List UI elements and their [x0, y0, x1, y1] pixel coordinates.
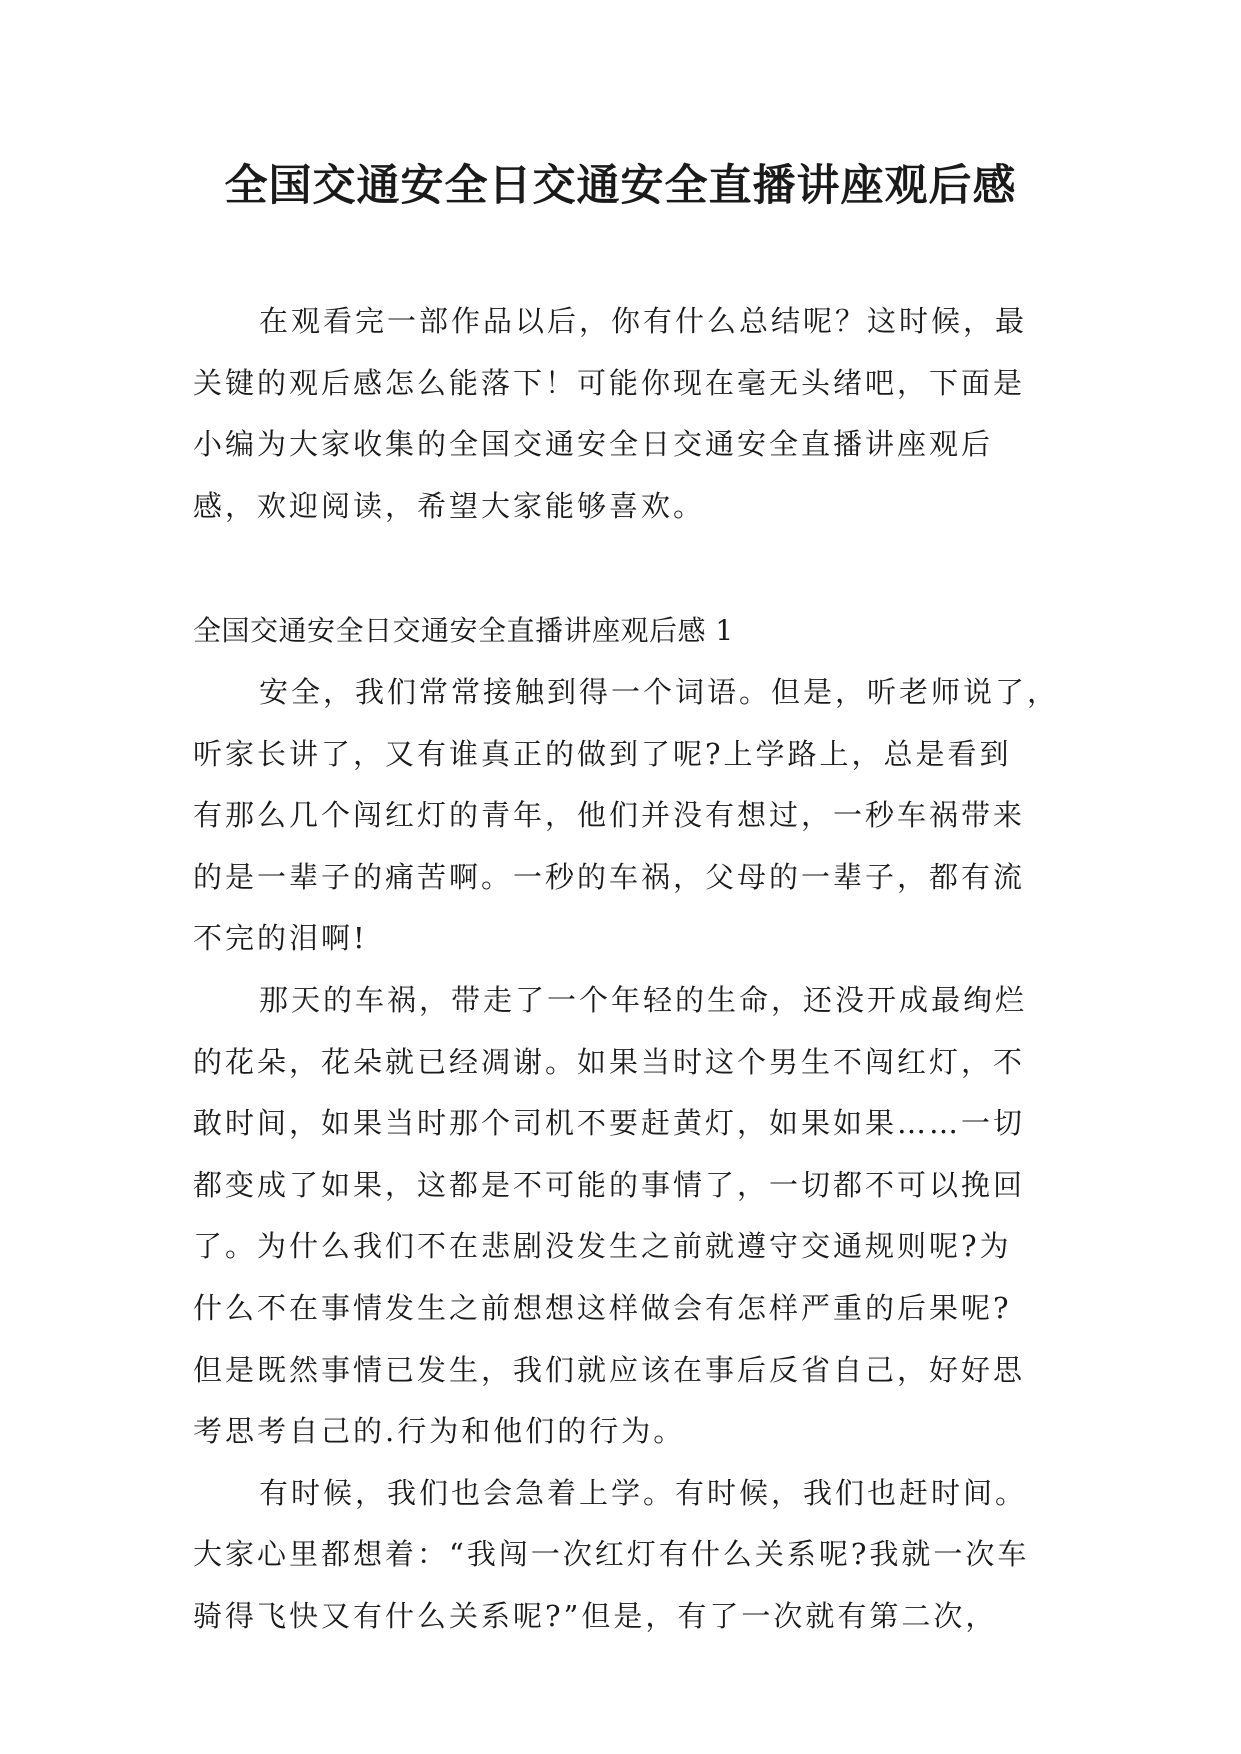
paragraph-line: 不完的泪啊!: [193, 921, 368, 956]
paragraph-line: 的是一辈子的痛苦啊。一秒的车祸，父母的一辈子，都有流: [193, 859, 1026, 894]
paragraph-line: 什么不在事情发生之前想想这样做会有怎样严重的后果呢?: [193, 1290, 1012, 1325]
paragraph-line: 大家心里都想着：“我闯一次红灯有什么关系呢?我就一次车: [193, 1537, 1030, 1572]
intro-line: 在观看完一部作品以后，你有什么总结呢？这时候，最: [259, 304, 1028, 338]
paragraph-line: 但是既然事情已发生，我们就应该在事后反省自己，好好思: [193, 1352, 1026, 1387]
intro-line: 关键的观后感怎么能落下！可能你现在毫无头绪吧，下面是: [193, 365, 1026, 400]
paragraph-line: 有那么几个闯红灯的青年，他们并没有想过，一秒车祸带来: [193, 798, 1026, 833]
paragraph-spacer: [193, 537, 1053, 600]
paragraph-line: 的花朵，花朵就已经凋谢。如果当时这个男生不闯红灯，不: [193, 1044, 1026, 1079]
body-paragraph-1: [193, 662, 1060, 970]
document-title: 全国交通安全日交通安全直播讲座观后感: [224, 161, 1017, 211]
intro-line: 小编为大家收集的全国交通安全日交通安全直播讲座观后: [193, 427, 994, 462]
body-paragraph-3: [193, 1463, 1053, 1648]
paragraph-line: 都变成了如果，这都是不可能的事情了，一切都不可以挽回: [193, 1167, 1026, 1202]
document-body: [193, 291, 1060, 1647]
paragraph-line: 了。为什么我们不在悲剧没发生之前就遵守交通规则呢?为: [193, 1229, 1012, 1264]
paragraph-line: 敢时间，如果当时那个司机不要赶黄灯，如果如果……一切: [193, 1106, 1026, 1141]
section-heading: 全国交通安全日交通安全直播讲座观后感 1: [193, 614, 734, 648]
paragraph-line: 那天的车祸，带走了一个年轻的生命，还没开成最绚烂: [259, 982, 1028, 1017]
paragraph-line: 骑得飞快又有什么关系呢?”但是，有了一次就有第二次，: [193, 1598, 998, 1633]
intro-paragraph: [193, 291, 1053, 537]
paragraph-line: 听家长讲了，又有谁真正的做到了呢?上学路上，总是看到: [193, 736, 1012, 771]
paragraph-line: 安全，我们常常接触到得一个词语。但是，听老师说了，: [259, 674, 1060, 709]
paragraph-line: 有时候，我们也会急着上学。有时候，我们也赶时间。: [259, 1475, 1028, 1510]
intro-line: 感，欢迎阅读，希望大家能够喜欢。: [193, 488, 706, 523]
paragraph-line: 考思考自己的.行为和他们的行为。: [193, 1414, 686, 1449]
body-paragraph-2: [193, 970, 1053, 1463]
